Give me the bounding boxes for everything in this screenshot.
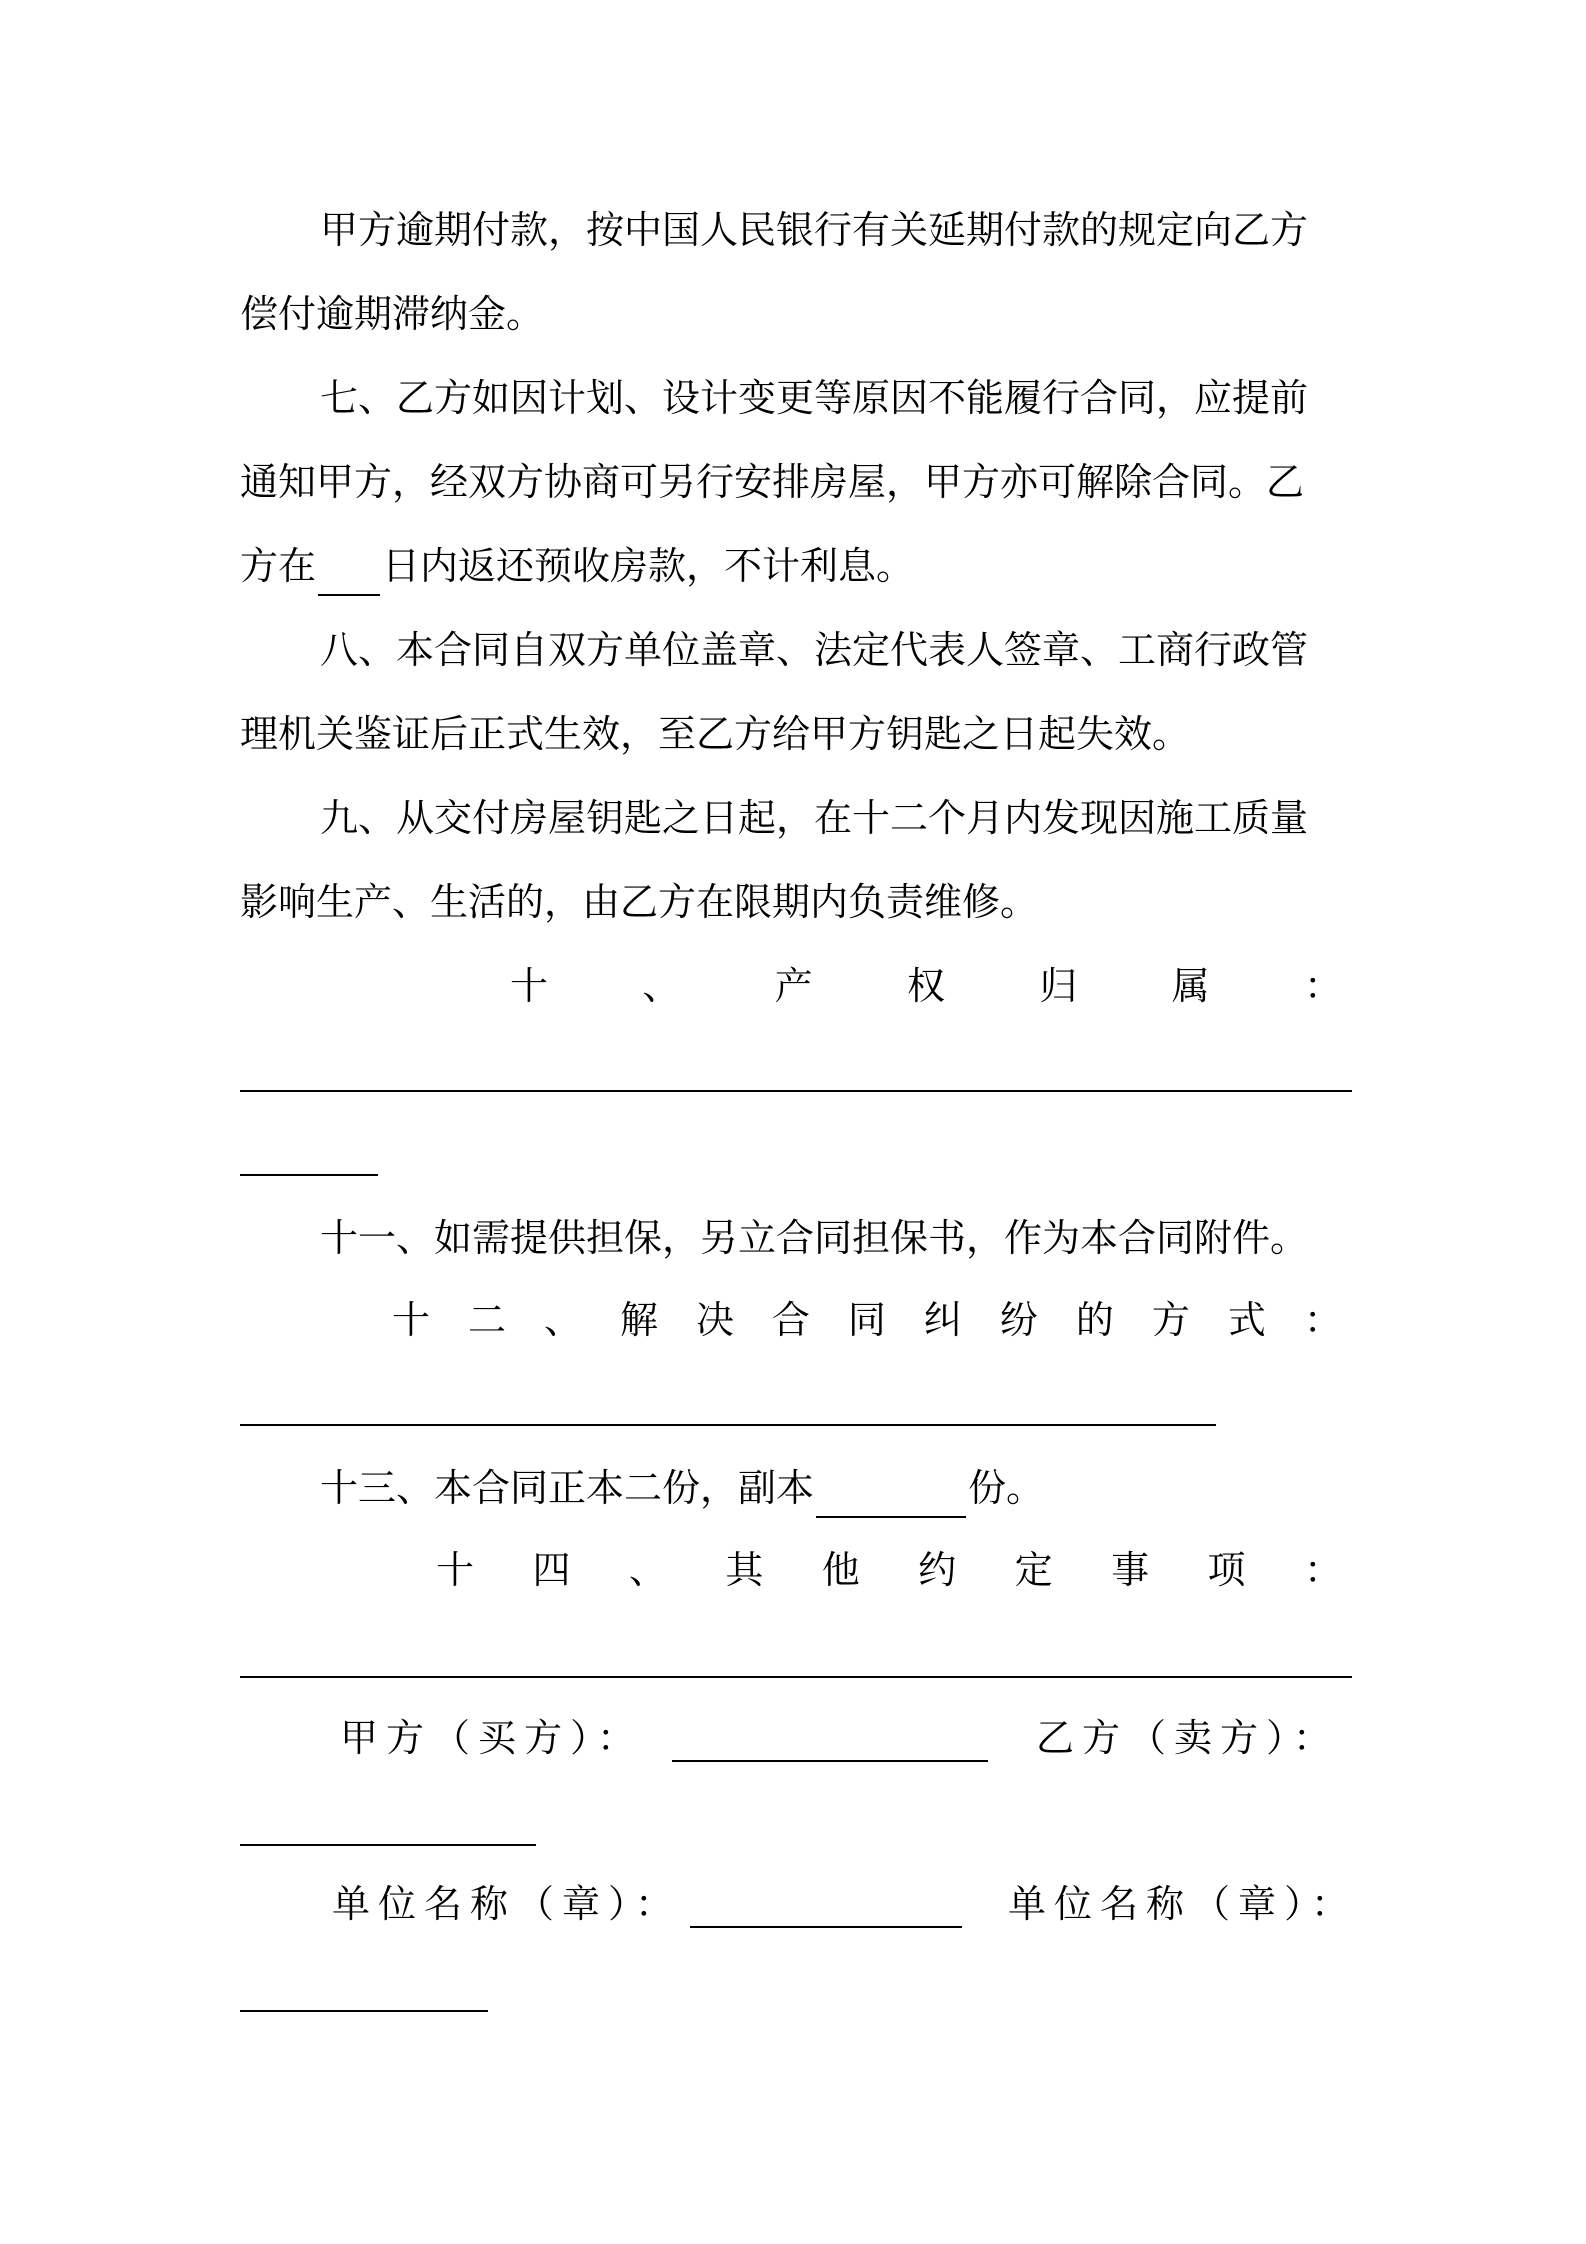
para12-heading: [392, 1290, 1342, 1350]
para7-line2: 通知甲方，经双方协商可另行安排房屋，甲方亦可解除合同。乙: [240, 460, 1305, 504]
para12-char: 式: [1227, 1298, 1266, 1342]
para12-char: ：: [1303, 1298, 1342, 1342]
para9-line1: 九、从交付房屋钥匙之日起，在十二个月内发现因施工质量: [320, 796, 1309, 840]
para14-char: 他: [821, 1548, 860, 1592]
para12-fill-line[interactable]: [240, 1424, 1216, 1426]
para6-line1: 甲方逾期付款，按中国人民银行有关延期付款的规定向乙方: [320, 208, 1309, 252]
para14-fill-line[interactable]: [240, 1676, 1352, 1678]
para12-char: 十: [392, 1298, 431, 1342]
para12-char: 方: [1151, 1298, 1190, 1342]
party-b-label: 乙方（卖方）：: [1036, 1716, 1340, 1760]
para12-char: 合: [771, 1298, 810, 1342]
para10-char: 权: [906, 964, 945, 1008]
party-a-label: 甲方（买方）：: [340, 1716, 644, 1760]
para14-char: 四: [532, 1548, 571, 1592]
para14-char: 事: [1111, 1548, 1150, 1592]
party-b-blank[interactable]: [240, 1844, 536, 1846]
para14-char: 项: [1207, 1548, 1246, 1592]
para7-line3-start: 方在: [240, 544, 317, 588]
unit-b-blank[interactable]: [240, 2010, 488, 2012]
para13-start: 十三、本合同正本二份，副本: [320, 1466, 815, 1510]
para14-char: 、: [628, 1548, 667, 1592]
party-a-blank[interactable]: [672, 1760, 988, 1762]
para12-char: 纠: [923, 1298, 962, 1342]
para10-fill-line-1[interactable]: [240, 1090, 1352, 1092]
para7-line3: [240, 536, 1352, 596]
para8-line1: 八、本合同自双方单位盖章、法定代表人签章、工商行政管: [320, 628, 1309, 672]
para12-char: 同: [847, 1298, 886, 1342]
para14-char: 约: [918, 1548, 957, 1592]
para14-char: 十: [436, 1548, 475, 1592]
para10-fill-line-2[interactable]: [240, 1174, 378, 1176]
para10-char: 、: [642, 964, 681, 1008]
para6-line2: 偿付逾期滞纳金。: [240, 292, 545, 336]
para7-line3-end: 日内返还预收房款，不计利息。: [382, 544, 915, 588]
para10-char: 十: [510, 964, 549, 1008]
para11-line1: 十一、如需提供担保，另立合同担保书，作为本合同附件。: [320, 1216, 1309, 1260]
para13-end: 份。: [968, 1466, 1045, 1510]
copies-blank[interactable]: [816, 1478, 966, 1518]
para10-char: 属: [1171, 964, 1210, 1008]
para14-heading: [436, 1540, 1342, 1600]
para9-line2: 影响生产、生活的，由乙方在限期内负责维修。: [240, 880, 1039, 924]
para8-line2: 理机关鉴证后正式生效，至乙方给甲方钥匙之日起失效。: [240, 712, 1191, 756]
para13-line1: [320, 1458, 1352, 1518]
para10-heading: [510, 956, 1342, 1016]
para12-char: 、: [543, 1298, 582, 1342]
unit-a-blank[interactable]: [690, 1926, 962, 1928]
para10-char: 归: [1039, 964, 1078, 1008]
para10-char: 产: [774, 964, 813, 1008]
para14-char: 定: [1014, 1548, 1053, 1592]
para12-char: 决: [695, 1298, 734, 1342]
unit-b-label: 单位名称（章）：: [1008, 1882, 1358, 1926]
para12-char: 二: [467, 1298, 506, 1342]
para12-char: 解: [619, 1298, 658, 1342]
days-blank[interactable]: [318, 556, 380, 596]
unit-a-label: 单位名称（章）：: [332, 1882, 682, 1926]
para14-char: ：: [1303, 1548, 1342, 1592]
para10-char: ：: [1303, 964, 1342, 1008]
para7-line1: 七、乙方如因计划、设计变更等原因不能履行合同，应提前: [320, 376, 1309, 420]
para14-char: 其: [725, 1548, 764, 1592]
para12-char: 的: [1075, 1298, 1114, 1342]
para12-char: 纷: [999, 1298, 1038, 1342]
